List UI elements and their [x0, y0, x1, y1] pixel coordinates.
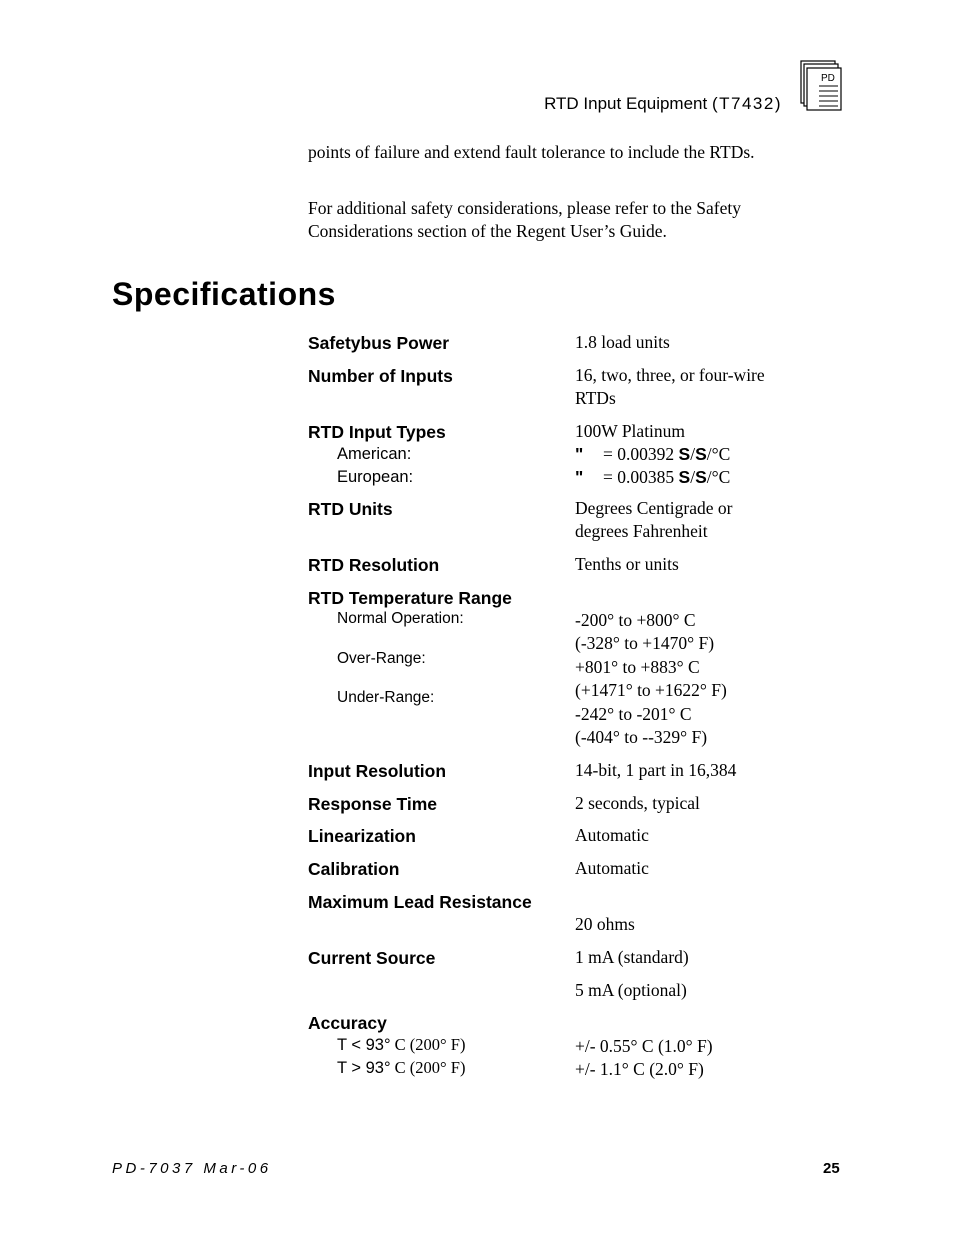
spec-value-rtd-input-types: 100W Platinum	[575, 421, 686, 441]
spec-label-linearization: Linearization	[308, 826, 416, 846]
spec-value-over-c: +801° to +883° C	[575, 657, 700, 677]
unit-degc: /°C	[706, 444, 731, 464]
unit-s-1: S	[678, 467, 691, 487]
spec-label-rtd-temperature-range: RTD Temperature Range	[308, 588, 512, 608]
running-header	[544, 94, 782, 114]
spec-label-calibration: Calibration	[308, 859, 400, 879]
spec-label-rtd-input-types: RTD Input Types	[308, 422, 446, 442]
spec-value-safetybus-power: 1.8 load units	[575, 332, 670, 352]
spec-value-rtd-units-2: degrees Fahrenheit	[575, 521, 708, 541]
accuracy-high-prefix: T > 93°	[337, 1059, 391, 1077]
spec-label-rtd-units: RTD Units	[308, 499, 393, 519]
spec-label-number-of-inputs: Number of Inputs	[308, 366, 453, 386]
spec-label-current-source: Current Source	[308, 948, 436, 968]
pd-icon-label: PD	[821, 73, 835, 84]
spec-sublabel-under-range: Under-Range:	[337, 689, 435, 706]
accuracy-low-prefix: T < 93°	[337, 1036, 391, 1054]
unit-separator: /	[690, 467, 696, 487]
spec-value-under-f: (-404° to --329° F)	[575, 727, 708, 747]
spec-value-response-time: 2 seconds, typical	[575, 793, 700, 813]
section-title: Specifications	[112, 276, 336, 312]
spec-sublabel-american: American:	[337, 445, 412, 463]
footer-document-id: PD-7037 Mar-06	[112, 1160, 272, 1177]
spec-value-number-of-inputs-2: RTDs	[575, 388, 616, 408]
spec-value-accuracy-low: +/- 0.55° C (1.0° F)	[575, 1036, 713, 1056]
accuracy-high-suffix: C (200° F)	[390, 1058, 466, 1077]
spec-sublabel-accuracy-low	[337, 1035, 465, 1055]
spec-value-rtd-resolution: Tenths or units	[575, 554, 679, 574]
spec-value-accuracy-high: +/- 1.1° C (2.0° F)	[575, 1059, 704, 1079]
spec-value-linearization: Automatic	[575, 825, 649, 845]
spec-value-normal-f: (-328° to +1470° F)	[575, 633, 715, 653]
accuracy-low-suffix: C (200° F)	[390, 1035, 466, 1054]
spec-label-safetybus-power: Safetybus Power	[308, 333, 450, 353]
header-title: RTD Input Equipment	[544, 94, 708, 113]
unit-degc: /°C	[706, 467, 731, 487]
spec-sublabel-european: European:	[337, 468, 414, 486]
spec-label-response-time: Response Time	[308, 794, 438, 814]
spec-value-max-lead-resistance: 20 ohms	[575, 914, 635, 934]
american-coefficient: = 0.00392	[603, 444, 675, 464]
intro-paragraph-1: points of failure and extend fault tolerance to include the RTDs.	[308, 142, 755, 162]
spec-sublabel-over-range: Over-Range:	[337, 650, 426, 667]
spec-label-input-resolution: Input Resolution	[308, 761, 447, 781]
spec-value-over-f: (+1471° to +1622° F)	[575, 680, 727, 700]
spec-sublabel-accuracy-high	[337, 1058, 465, 1078]
ditto-mark: "	[575, 444, 584, 464]
spec-value-european	[575, 466, 730, 489]
spec-value-rtd-units-1: Degrees Centigrade or	[575, 498, 733, 518]
spec-value-calibration: Automatic	[575, 858, 649, 878]
spec-label-accuracy: Accuracy	[308, 1013, 387, 1033]
page-number: 25	[823, 1160, 840, 1177]
spec-value-normal-c: -200° to +800° C	[575, 610, 696, 630]
spec-value-input-resolution: 14-bit, 1 part in 16,384	[575, 760, 737, 780]
document-stack-icon	[800, 60, 842, 112]
spec-sublabel-normal-operation: Normal Operation:	[337, 610, 464, 627]
spec-label-max-lead-resistance: Maximum Lead Resistance	[308, 892, 532, 912]
spec-value-american	[575, 443, 730, 466]
spec-value-under-c: -242° to -201° C	[575, 704, 692, 724]
intro-paragraph-2: For additional safety considerations, please refer to the Safety Considerations section of the Regent User’s Guide.	[308, 198, 741, 241]
header-code: (T7432)	[711, 94, 782, 113]
unit-s-2: S	[695, 444, 707, 464]
european-coefficient: = 0.00385	[603, 467, 675, 487]
ditto-mark: "	[575, 467, 584, 487]
spec-value-number-of-inputs-1: 16, two, three, or four-wire	[575, 365, 765, 385]
unit-s-2: S	[695, 467, 707, 487]
spec-label-rtd-resolution: RTD Resolution	[308, 555, 440, 575]
spec-value-current-source-1: 1 mA (standard)	[575, 947, 689, 967]
unit-separator: /	[690, 444, 696, 464]
spec-value-current-source-2: 5 mA (optional)	[575, 980, 687, 1000]
unit-s-1: S	[678, 444, 691, 464]
